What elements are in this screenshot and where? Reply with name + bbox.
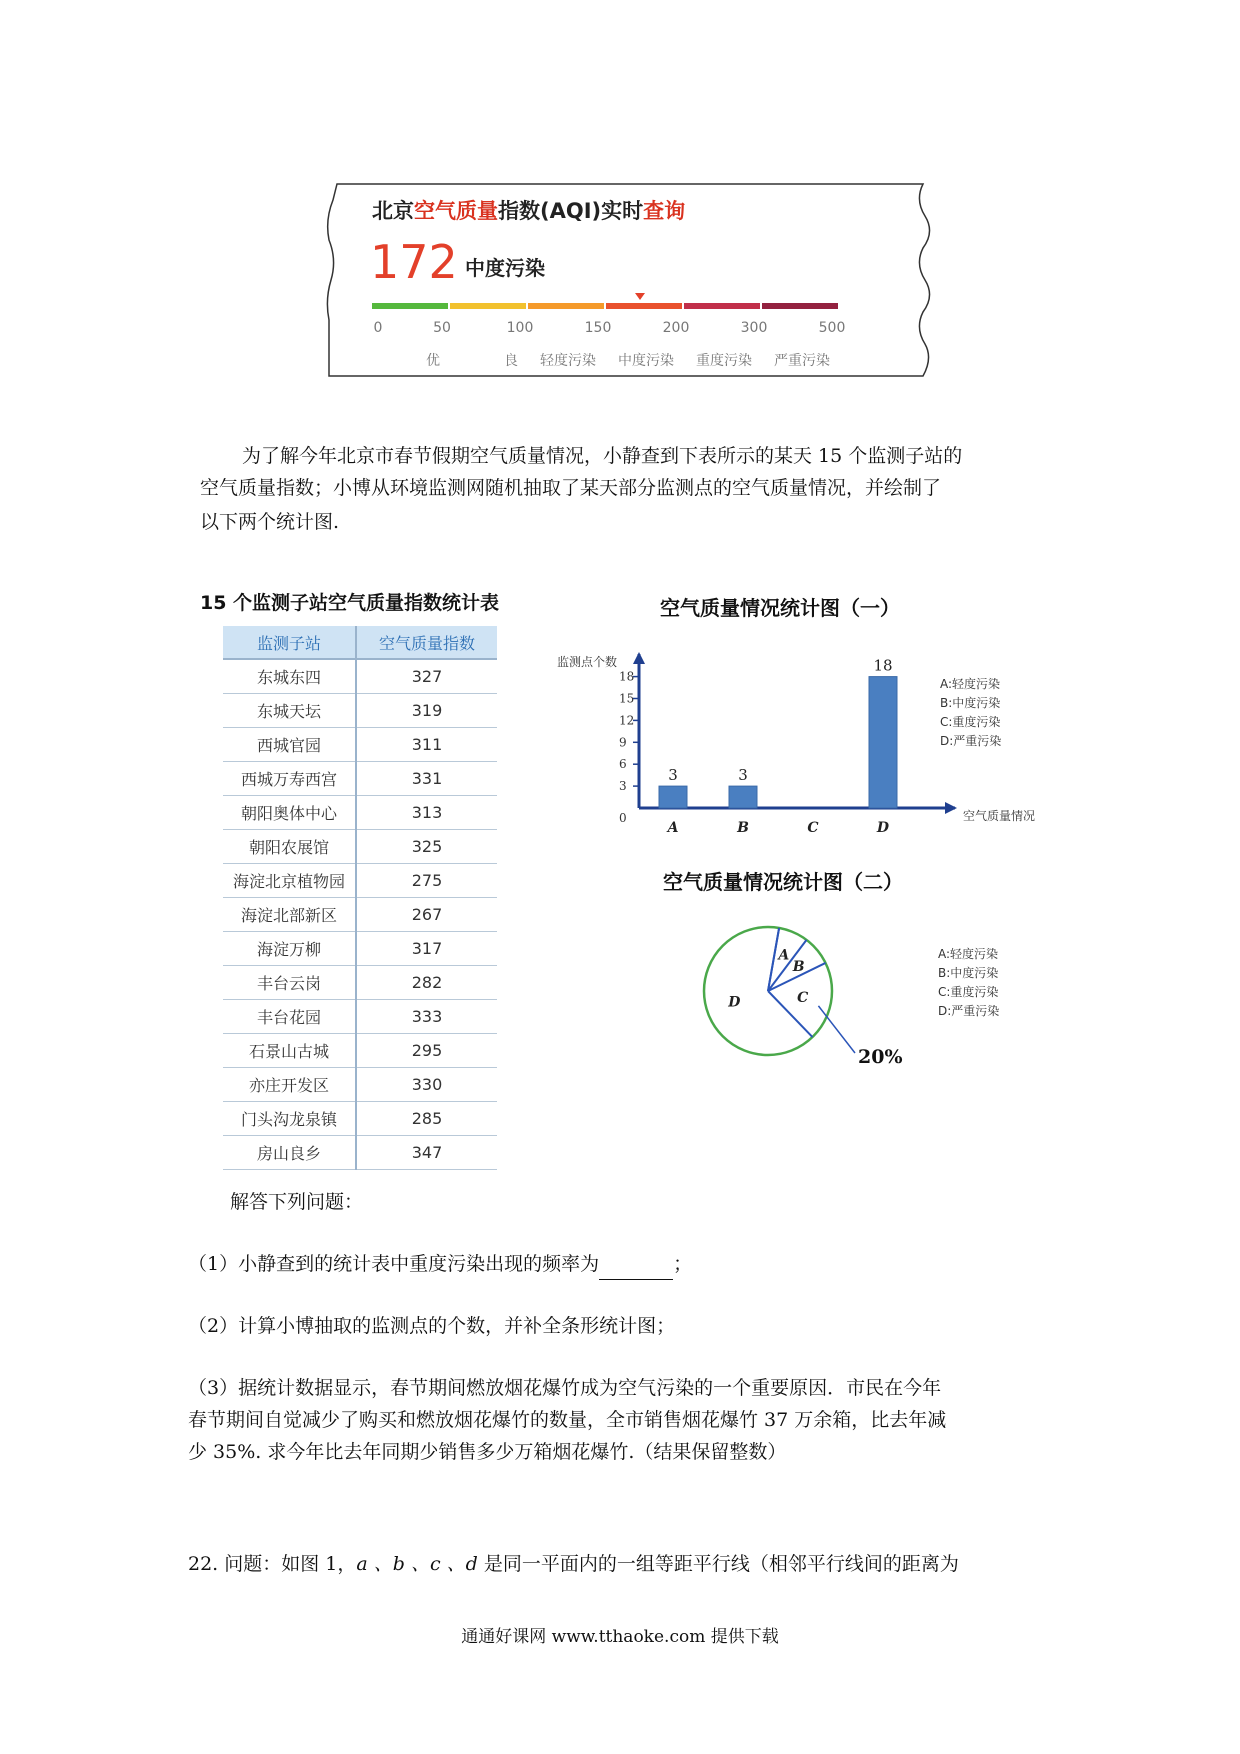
legend-entry: D:严重污染 bbox=[938, 1004, 1000, 1018]
table-row bbox=[223, 1000, 497, 1034]
aqi-scale-number: 200 bbox=[662, 320, 690, 336]
aqi-card bbox=[325, 180, 935, 380]
question-2: （2）计算小博抽取的监测点的个数，并补全条形统计图； bbox=[188, 1315, 676, 1337]
aqi-segment bbox=[606, 303, 682, 309]
table-header-aqi: 空气质量指数 bbox=[356, 626, 497, 659]
question-1: （1）小静查到的统计表中重度污染出现的频率为 ； bbox=[188, 1248, 1068, 1280]
aqi-level: 中度污染 bbox=[465, 256, 545, 280]
pie-slice-label: C bbox=[797, 990, 809, 1007]
pie-slice-label: A bbox=[778, 947, 790, 964]
aqi-value-cell: 285 bbox=[356, 1102, 497, 1136]
station-table bbox=[223, 626, 497, 1170]
aqi-scale-number: 100 bbox=[506, 320, 534, 336]
table-title: 15 个监测子站空气质量指数统计表 bbox=[200, 592, 500, 614]
aqi-value-cell: 333 bbox=[356, 1000, 497, 1034]
legend-entry: A:轻度污染 bbox=[940, 677, 1001, 691]
table-row bbox=[223, 898, 497, 932]
table-row bbox=[223, 796, 497, 830]
annotation-leader-line bbox=[818, 1006, 855, 1053]
table-row bbox=[223, 694, 497, 728]
table-row bbox=[223, 1068, 497, 1102]
station-name-cell: 西城万寿西宫 bbox=[223, 762, 356, 796]
station-name-cell: 西城官园 bbox=[223, 728, 356, 762]
bar bbox=[659, 786, 687, 808]
aqi-segment bbox=[372, 303, 448, 309]
table-row bbox=[223, 1102, 497, 1136]
table-row bbox=[223, 864, 497, 898]
table-row bbox=[223, 659, 497, 694]
y-tick-label: 15 bbox=[619, 691, 635, 706]
legend-entry: D:严重污染 bbox=[940, 734, 1002, 748]
aqi-scale-number: 0 bbox=[373, 320, 383, 336]
y-axis-arrow-icon bbox=[633, 652, 645, 664]
legend-entry: A:轻度污染 bbox=[938, 947, 999, 961]
aqi-scale-number: 150 bbox=[584, 320, 612, 336]
aqi-value-cell: 282 bbox=[356, 966, 497, 1000]
aqi-scale-level: 轻度污染 bbox=[540, 353, 596, 369]
aqi-scale-level: 重度污染 bbox=[696, 353, 752, 369]
y-tick-label: 9 bbox=[619, 735, 627, 750]
table-row bbox=[223, 966, 497, 1000]
aqi-value-cell: 325 bbox=[356, 830, 497, 864]
y-tick-label: 0 bbox=[619, 811, 627, 825]
question-3-line-2: 春节期间自觉减少了购买和燃放烟花爆竹的数量，全市销售烟花爆竹 37 万余箱，比去年减 bbox=[188, 1409, 947, 1431]
x-tick-label: A bbox=[667, 820, 679, 836]
station-name-cell: 东城东四 bbox=[223, 659, 356, 694]
station-name-cell: 朝阳农展馆 bbox=[223, 830, 356, 864]
aqi-scale-level: 良 bbox=[504, 353, 518, 369]
pie-chart-legend bbox=[938, 945, 999, 1021]
bar-chart-title: 空气质量情况统计图（一） bbox=[660, 596, 900, 620]
intro-line-2: 空气质量指数；小博从环境监测网随机抽取了某天部分监测点的空气质量情况，并绘制了 bbox=[200, 477, 942, 499]
legend-entry: C:重度污染 bbox=[938, 985, 999, 999]
aqi-value-cell: 295 bbox=[356, 1034, 497, 1068]
station-name-cell: 海淀万柳 bbox=[223, 932, 356, 966]
legend-entry: B:中度污染 bbox=[940, 696, 1001, 710]
table-row bbox=[223, 932, 497, 966]
aqi-value-cell: 313 bbox=[356, 796, 497, 830]
question-3-line-3: 少 35%. 求今年比去年同期少销售多少万箱烟花爆竹.（结果保留整数） bbox=[188, 1441, 787, 1463]
station-name-cell: 门头沟龙泉镇 bbox=[223, 1102, 356, 1136]
y-tick-label: 3 bbox=[619, 779, 627, 794]
aqi-value-cell: 327 bbox=[356, 659, 497, 694]
station-name-cell: 石景山古城 bbox=[223, 1034, 356, 1068]
question-3-line-1: （3）据统计数据显示，春节期间燃放烟花爆竹成为空气污染的一个重要原因．市民在今年 bbox=[188, 1377, 942, 1399]
aqi-segment bbox=[684, 303, 760, 309]
bar bbox=[869, 677, 897, 808]
station-name-cell: 亦庄开发区 bbox=[223, 1068, 356, 1102]
station-name-cell: 海淀北部新区 bbox=[223, 898, 356, 932]
table-row bbox=[223, 1034, 497, 1068]
station-name-cell: 房山良乡 bbox=[223, 1136, 356, 1170]
aqi-scale-level: 中度污染 bbox=[618, 353, 674, 369]
aqi-title: 北京空气质量指数(AQI)实时查询 bbox=[372, 199, 686, 223]
bar-data-label: 3 bbox=[738, 766, 748, 785]
aqi-scale-number: 500 bbox=[818, 320, 846, 336]
table-row bbox=[223, 830, 497, 864]
pie-chart-title: 空气质量情况统计图（二） bbox=[663, 870, 903, 894]
legend-entry: C:重度污染 bbox=[940, 715, 1001, 729]
aqi-scale-number: 300 bbox=[740, 320, 768, 336]
bar-data-label: 18 bbox=[873, 656, 893, 675]
aqi-scale-level: 优 bbox=[426, 353, 440, 369]
aqi-value-cell: 311 bbox=[356, 728, 497, 762]
aqi-value-cell: 319 bbox=[356, 694, 497, 728]
aqi-value-cell: 347 bbox=[356, 1136, 497, 1170]
x-tick-label: B bbox=[737, 820, 749, 836]
aqi-value-cell: 267 bbox=[356, 898, 497, 932]
x-axis-arrow-icon bbox=[945, 802, 957, 814]
pie-slice-label: D bbox=[728, 994, 741, 1011]
questions-lead: 解答下列问题： bbox=[230, 1191, 364, 1213]
table-header-station: 监测子站 bbox=[223, 626, 356, 659]
pie-chart bbox=[700, 925, 930, 1085]
station-name-cell: 海淀北京植物园 bbox=[223, 864, 356, 898]
aqi-segment bbox=[528, 303, 604, 309]
table-row bbox=[223, 1136, 497, 1170]
bar bbox=[729, 786, 757, 808]
aqi-marker-icon bbox=[635, 293, 645, 300]
aqi-value-cell: 275 bbox=[356, 864, 497, 898]
intro-line-3: 以下两个统计图. bbox=[200, 511, 340, 533]
aqi-segment bbox=[762, 303, 838, 309]
bar-chart-legend bbox=[940, 675, 1001, 751]
y-axis-label: 监测点个数 bbox=[557, 655, 618, 669]
table-row bbox=[223, 762, 497, 796]
problem-22: 22. 问题：如图 1，a 、b 、c 、d 是同一平面内的一组等距平行线（相邻平行线间的距离为 bbox=[188, 1553, 959, 1575]
station-name-cell: 丰台花园 bbox=[223, 1000, 356, 1034]
aqi-value-cell: 330 bbox=[356, 1068, 497, 1102]
station-name-cell: 东城天坛 bbox=[223, 694, 356, 728]
pie-annotation: 20% bbox=[858, 1046, 903, 1068]
aqi-segment bbox=[450, 303, 526, 309]
aqi-scale-level: 严重污染 bbox=[774, 353, 830, 369]
y-tick-label: 6 bbox=[619, 757, 627, 772]
bar-data-label: 3 bbox=[668, 766, 678, 785]
aqi-value: 172 bbox=[370, 235, 458, 289]
aqi-value-cell: 331 bbox=[356, 762, 497, 796]
legend-entry: B:中度污染 bbox=[938, 966, 999, 980]
y-tick-label: 12 bbox=[619, 713, 635, 728]
x-axis-label: 空气质量情况 bbox=[963, 809, 1036, 823]
x-tick-label: C bbox=[807, 820, 819, 836]
station-name-cell: 朝阳奥体中心 bbox=[223, 796, 356, 830]
intro-line-1: 为了解今年北京市春节假期空气质量情况，小静查到下表所示的某天 15 个监测子站的 bbox=[242, 445, 963, 467]
y-tick-label: 18 bbox=[619, 669, 635, 684]
table-row bbox=[223, 728, 497, 762]
aqi-value-cell: 317 bbox=[356, 932, 497, 966]
aqi-scale-number: 50 bbox=[433, 320, 451, 336]
station-name-cell: 丰台云岗 bbox=[223, 966, 356, 1000]
answer-blank[interactable] bbox=[599, 1257, 673, 1280]
page-footer: 通通好课网 www.tthaoke.com 提供下载 bbox=[461, 1627, 779, 1647]
pie-slice-label: B bbox=[792, 958, 805, 975]
x-tick-label: D bbox=[876, 820, 890, 836]
